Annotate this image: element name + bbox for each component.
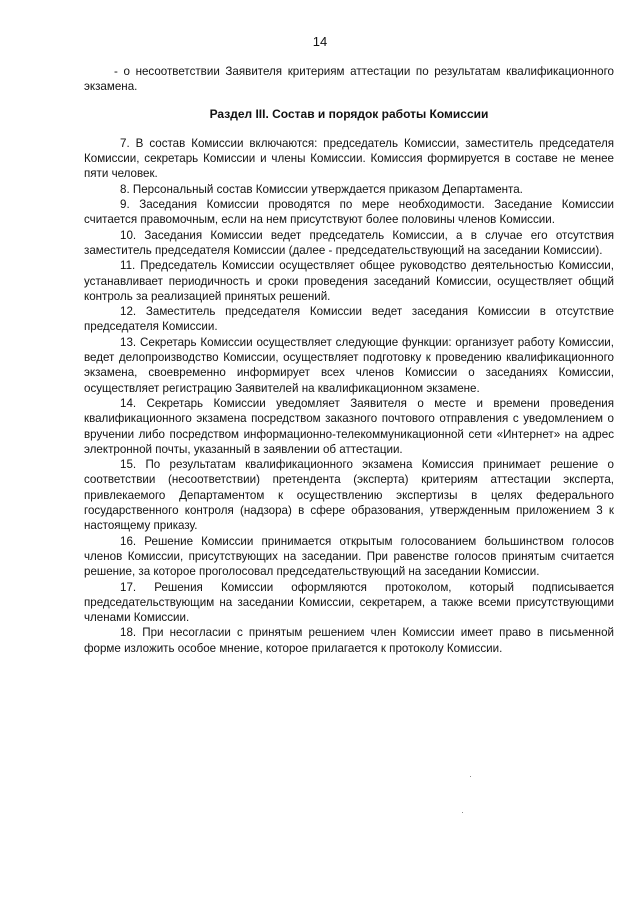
scan-speck [462, 812, 463, 813]
paragraph-16: 16. Решение Комиссии принимается открытым голосованием большинством голосов членов Комиссии, присутствующих на заседании. При равенстве голосов принятым считается решение, за которое проголосовал председательствующий на заседании Комиссии. [84, 534, 614, 579]
document-body [84, 64, 614, 656]
paragraph-13: 13. Секретарь Комиссии осуществляет следующие функции: организует работу Комиссии, ведет делопроизводство Комиссии, осуществляет подготовку к проведению квалификационного экзамена, своевременно информирует всех членов Комиссии о заседаниях Комиссии, осуществляет регистрацию Заявителей на квалификационном экзамене. [84, 335, 614, 395]
intro-fragment: - о несоответствии Заявителя критериям аттестации по результатам квалификационного экзамена. [84, 65, 614, 94]
paragraph-14: 14. Секретарь Комиссии уведомляет Заявителя о месте и времени проведения квалификационного экзамена посредством заказного почтового отправления с уведомлением о вручении либо посредством информационно-телекоммуникационной сети «Интернет» на адрес электронной почты, указанный в заявлении об аттестации. [84, 396, 614, 456]
scan-speck [470, 776, 471, 777]
paragraph-9: 9. Заседания Комиссии проводятся по мере необходимости. Заседание Комиссии считается правомочным, если на нем присутствуют более половины членов Комиссии. [84, 198, 614, 227]
page-number: 14 [312, 34, 328, 49]
paragraph-7: 7. В состав Комиссии включаются: председатель Комиссии, заместитель председателя Комиссии, секретарь Комиссии и члены Комиссии. Комиссия формируется в составе не менее пяти человек. [84, 136, 614, 181]
paragraph-11: 11. Председатель Комиссии осуществляет общее руководство деятельностью Комиссии, устанавливает периодичность и сроки проведения заседаний Комиссии, осуществляет общий контроль за реализацией принятых решений. [84, 259, 614, 303]
paragraph-8: 8. Персональный состав Комиссии утверждается приказом Департамента. [120, 182, 523, 196]
paragraph-18: 18. При несогласии с принятым решением член Комиссии имеет право в письменной форме изложить особое мнение, которое прилагается к протоколу Комиссии. [84, 626, 614, 655]
section-heading: Раздел III. Состав и порядок работы Комиссии [209, 106, 489, 121]
paragraph-17: 17. Решения Комиссии оформляются протоколом, который подписывается председательствующим на заседании Комиссии, секретарем, а также всеми присутствующими членами Комиссии. [84, 580, 614, 625]
paragraph-15: 15. По результатам квалификационного экзамена Комиссия принимает решение о соответствии (несоответствии) претендента (эксперта) критериям аттестации эксперта, привлекаемого Департаментом к осуществлению экспертизы в целях федерального государственного контроля (надзора) в сфере образования, утвержденным приложением 3 к настоящему приказу. [84, 458, 614, 533]
paragraph-12: 12. Заместитель председателя Комиссии ведет заседания Комиссии в отсутствие председателя Комиссии. [84, 305, 614, 334]
paragraph-10: 10. Заседания Комиссии ведет председатель Комиссии, а в случае его отсутствия заместитель председателя Комиссии (далее - председательствующий на заседании Комиссии). [84, 228, 614, 257]
